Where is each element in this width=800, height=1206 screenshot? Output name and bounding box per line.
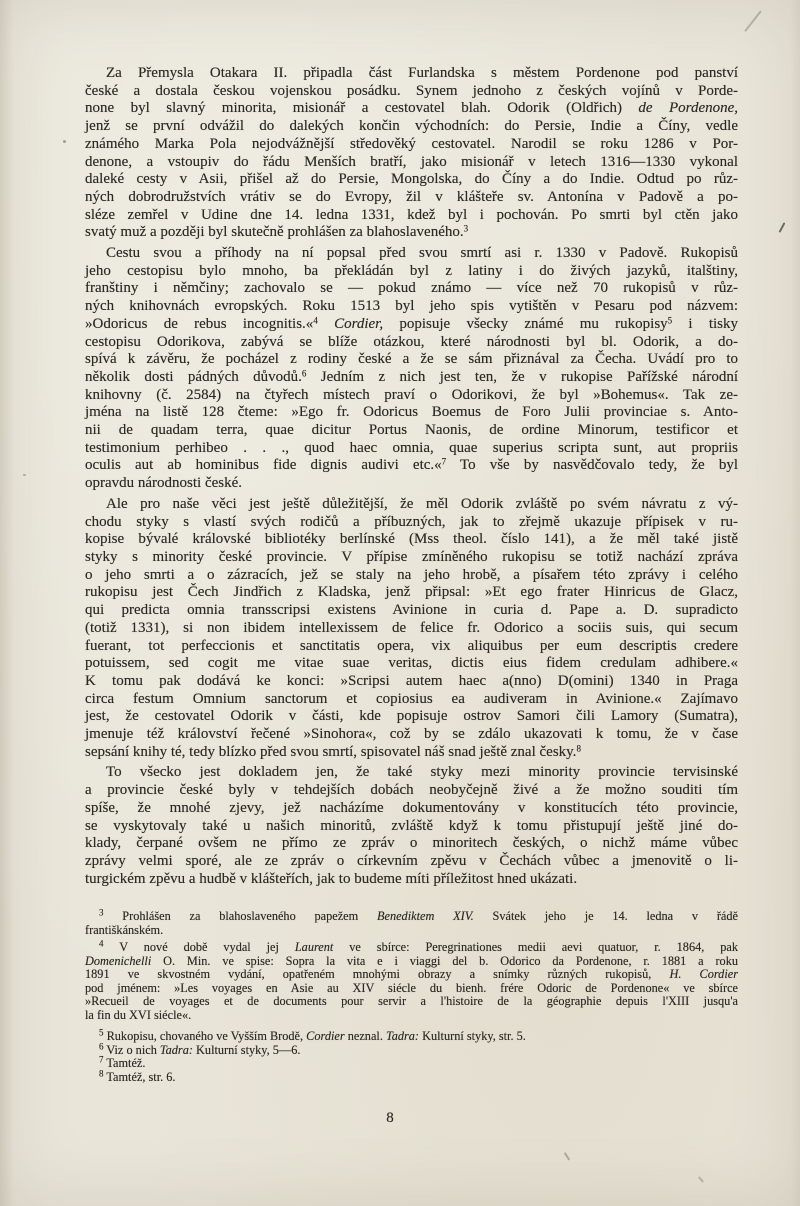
footnote-ref: 5: [99, 1027, 104, 1038]
footnote-8: [85, 1068, 738, 1085]
text-line: [85, 280, 738, 298]
text-run: Ale pro naše věci jest ještě důležitější, že měl Odorik zvláště po svém návratu z vý-: [106, 495, 738, 512]
text-line: [85, 245, 738, 263]
footnote-ref: 8: [576, 743, 581, 754]
footnote-ref: 4: [313, 315, 318, 326]
text-line: [85, 982, 738, 996]
text-run: 1891 ve skvostném vydání, opatřeném mnohými obrazy a snímky různých rukopisů,: [85, 967, 670, 981]
italic-run: Tadra:: [385, 1029, 420, 1043]
paragraph-2: [85, 245, 738, 493]
text-run: Za Přemysla Otakara II. připadla část Furlandska s městem Pordenone pod panství: [106, 65, 738, 81]
text-run: cestopisu Odorikova, zabývá se blíže otázkou, které národnosti byl bl. Odorik, a do-: [85, 333, 738, 350]
text-run: Tamtéž, str. 6.: [103, 1069, 176, 1084]
text-line: [85, 369, 738, 387]
text-run: pod jménem: »Les voyages en Asie au XIV siécle du bienh. frére Odoric de Pordenone« ve sbírce: [85, 980, 738, 995]
scan-artifact: [698, 1176, 704, 1183]
text-run: popisuje všecky známé mu rukopisy: [383, 315, 668, 332]
scan-artifact: [779, 222, 786, 233]
text-line: [85, 83, 738, 101]
footnote-ref: 4: [99, 938, 104, 949]
footnote-5: [85, 1027, 738, 1044]
text-line: [85, 924, 738, 938]
text-run: jmenuje též království řečené »Sinohora«, což by se zdálo ukazovati k tomu, že v čase: [85, 726, 738, 743]
text-line: [85, 207, 738, 225]
text-run: i tisky: [672, 315, 738, 332]
text-run: To všecko jest dokladem jen, že také styky mezi minority provincie tervisinské: [106, 764, 738, 781]
text-run: styky s minority české provincie. V přípise zmíněného rukopisu se totiž nachází zpráva: [85, 548, 738, 565]
text-run: spíše, že mnohé zjevy, jež nacházíme dokumentovány v konstitucích této provincie,: [85, 799, 738, 816]
text-line: [85, 638, 738, 656]
text-line: [85, 387, 738, 405]
scan-artifact: [23, 474, 26, 476]
text-line: [85, 531, 738, 549]
text-line: [85, 726, 738, 744]
scan-artifact: [564, 1152, 570, 1160]
text-run: O. Min. ve spise: Sopra la vita e i viaggi del b. Odorico da Pordenone, r. 1881 a roku: [151, 953, 738, 968]
text-line: [85, 835, 738, 853]
text-line: [85, 457, 738, 475]
italic-run: Domenichelli: [85, 953, 152, 968]
text-line: [85, 440, 738, 458]
text-run: [318, 316, 334, 332]
paragraph-4: [85, 764, 738, 888]
text-run: Tamtéž.: [103, 1056, 146, 1070]
text-run: V nové době vydal jej: [103, 940, 295, 954]
italic-run: Cordier: [306, 1029, 345, 1043]
footnote-6: [85, 1041, 738, 1058]
italic-run: de Pordenone,: [638, 100, 739, 117]
footnote-3: [85, 907, 738, 937]
text-run: klady, čerpané ovšem ne přímo ze zpráv o minoritech českých, o nichž máme vůbec: [85, 835, 738, 852]
text-line: [85, 853, 738, 871]
text-run: knihovny (č. 2584) na čtyřech místech praví o Odorikovi, že byl »Bohemus«. Tak ze-: [85, 386, 738, 403]
text-run: K tomu pak dodává ke konci: »Scripsi autem haec a(nno) D(omini) 1340 in Praga: [85, 672, 738, 689]
text-run: ve sbírce: Peregrinationes medii aevi quatuor, r. 1864, pak: [333, 940, 738, 954]
text-line: [85, 1041, 738, 1058]
text-line: [85, 298, 738, 316]
text-line: [85, 1068, 738, 1085]
scan-artifact: [63, 140, 66, 143]
text-line: [85, 620, 738, 638]
text-run: o jeho smrti a o zázracích, jež se staly na jeho hrobě, a písařem této zprávy i celého: [85, 566, 738, 583]
text-line: [85, 995, 738, 1009]
footnote-7: [85, 1054, 738, 1071]
text-run: rukopisu jest Čech Jindřich z Kladska, jenž připsal: »Et ego frater Hinricus de Glacz,: [85, 584, 738, 601]
text-line: [85, 100, 738, 118]
text-line: [85, 800, 738, 818]
text-run: několik dosti pádných důvodů.: [85, 368, 302, 385]
text-run: Jedním z nich jest ten, že v rukopise Pařížské národní: [306, 368, 739, 385]
text-run: ných dobrodružstvích vrátiv se do Evropy, žil v klášteře sv. Antonína v Padově a po-: [85, 188, 738, 205]
text-line: [85, 351, 738, 369]
text-run: ných knihovnách evropských. Roku 1513 byl jeho spis vytištěn v Pesaru pod názvem:: [85, 298, 738, 315]
text-line: [85, 475, 738, 493]
text-run: české a dostala českou vojenskou posádku. Synem jednoho z českých vojínů v Porde-: [85, 82, 738, 99]
text-run: Rukopisu, chovaného ve Vyšším Brodě,: [103, 1029, 307, 1043]
text-run: a provincie české byly v tehdejších dobách neobyčejně živé a že možno souditi tím: [85, 782, 738, 799]
text-run: »Odoricus de rebus incognitis.«: [85, 315, 314, 332]
footnote-ref: 7: [99, 1054, 104, 1065]
text-line: [85, 1027, 738, 1044]
text-run: fuerant, tot perfeccionis et sanctitatis opera, vix aliquibus per eum descriptis credere: [85, 637, 738, 654]
text-run: qui predicta omnia transscripsi existens Avinione in curia d. Pape a. D. supradicto: [85, 602, 738, 619]
text-run: Prohlášen za blahoslaveného papežem: [103, 909, 377, 923]
text-run: Kulturní styky, 5—6.: [192, 1042, 301, 1057]
text-line: [85, 655, 738, 673]
text-line: [85, 136, 738, 154]
text-run: turgickém zpěvu a hudbě v klášteřích, jak to budeme míti příležitost hned ukázati.: [85, 870, 578, 887]
footnote-ref: 7: [441, 456, 447, 467]
text-line: [85, 189, 738, 207]
text-run: circa festum Omnium sanctorum et copiosius ea audiveram in Avinione.« Zajímavo: [85, 690, 738, 707]
text-line: [85, 496, 738, 514]
text-run: (totiž 1331), si non ibidem intellexissem de felice fr. Odorico a sociis suis, qui secum: [85, 619, 738, 636]
text-run: svatý muž a později byl skutečně prohlášen za blahoslaveného.: [85, 224, 464, 241]
paragraph-3: [85, 496, 738, 762]
text-run: opravdu národnosti české.: [85, 475, 243, 492]
paragraph-1: [85, 65, 738, 242]
italic-run: Benediktem XIV.: [376, 909, 474, 923]
text-run: jest, že cestovatel Odorik v části, kde popisuje ostrov Samori čili Lamory (Sumatra),: [85, 708, 738, 725]
text-line: [85, 907, 738, 924]
text-line: [85, 316, 738, 334]
text-run: Cestu svou a příhody na ní popsal před svou smrtí asi r. 1330 v Padově. Rukopisů: [106, 245, 738, 262]
text-run: sepsání knihy té, tedy blízko před svou smrtí, spisovatel náš snad ještě znal česky.: [85, 743, 577, 760]
text-line: [85, 744, 738, 762]
text-run: daleké cesty v Asii, přišel až do Persie, Mongolska, do Číny a do Indie. Odtud po růz-: [85, 171, 738, 188]
text-line: [85, 602, 738, 620]
text-run: »Recueil de voyages et de documents pour servir a l'histoire de la géographie depuis l'XIII jusqu'a: [85, 994, 738, 1008]
text-run: Kulturní styky, str. 5.: [419, 1029, 526, 1043]
text-run: františkánském.: [85, 922, 164, 937]
text-run: Viz o nich: [103, 1042, 160, 1057]
footnote-ref: 3: [463, 223, 469, 234]
text-run: Svátek jeho je 14. ledna v řádě: [473, 909, 738, 923]
text-line: [85, 871, 738, 889]
text-run: testimonium perhibeo . . ., quod haec omnia, quae superius scripta sunt, aut propriis: [85, 439, 738, 456]
text-line: [85, 263, 738, 281]
text-line: [85, 691, 738, 709]
text-line: [85, 422, 738, 440]
text-run: franštiny i němčiny; zachovalo se — pokud známo — více než 70 rukopisů v růz-: [85, 280, 738, 297]
text-line: [85, 584, 738, 602]
text-run: známého Marka Pola nejodvážnější středověký cestovatel. Narodil se roku 1286 v Por-: [85, 135, 738, 152]
text-line: [85, 955, 738, 969]
text-line: [85, 673, 738, 691]
text-line: [85, 118, 738, 136]
text-run: la fin du XVI siécle«.: [85, 1007, 192, 1022]
text-line: [85, 65, 738, 83]
text-line: [85, 1009, 738, 1023]
footnote-ref: 6: [301, 368, 307, 379]
text-run: spívá k závěru, že pocházel z rodiny české a že se sám přiznával za Čecha. Uvádí pro to: [85, 351, 738, 368]
footnotes-section: [85, 907, 738, 1084]
text-line: [85, 782, 738, 800]
text-run: neznal.: [344, 1029, 386, 1043]
text-line: [85, 154, 738, 172]
text-run: none byl slavný minorita, misionář a cestovatel blah. Odorik (Oldřich): [85, 100, 639, 117]
text-run: sléze zemřel v Udine dne 14. ledna 1331, kdež byl i pochován. Po smrti byl ctěn jako: [85, 206, 738, 223]
italic-run: Laurent: [294, 940, 334, 954]
page-number: 8: [386, 1110, 394, 1126]
text-run: denone, a vstoupiv do řádu Menších bratří, jako misionář v letech 1316—1330 vykonal: [85, 153, 738, 170]
text-line: [85, 171, 738, 189]
text-line: [85, 514, 738, 532]
text-run: jenž se první odvážil do dalekých končin východních: do Persie, Indie a Číny, vedle: [85, 118, 738, 135]
italic-run: H. Cordier: [669, 967, 738, 981]
footnote-ref: 6: [99, 1041, 104, 1051]
text-line: [85, 708, 738, 726]
text-run: potuissem, sed cogit me vitae suae veritas, dictis eius fidem credulam adhibere.«: [85, 655, 738, 672]
text-run: se vyskytovaly také u našich minoritů, zvláště když k tomu přistupují ještě jiné do-: [85, 817, 738, 834]
scan-artifact: [744, 10, 761, 31]
footnote-ref: 3: [99, 907, 104, 918]
text-run: jeho cestopisu bylo mnoho, ba překládán byl z latiny i do živých jazyků, italštiny,: [85, 262, 738, 279]
text-run: nii de quadam terra, quae dicitur Portus Naonis, de ordine Minorum, testificor et: [85, 422, 738, 439]
text-line: [85, 938, 738, 955]
footnote-ref: 8: [99, 1068, 104, 1078]
text-line: [85, 567, 738, 585]
text-line: [85, 818, 738, 836]
text-line: [85, 764, 738, 782]
text-line: [85, 404, 738, 422]
footnote-ref: 5: [667, 315, 673, 326]
text-line: [85, 334, 738, 352]
text-line: [85, 224, 738, 242]
body-text: [85, 65, 738, 888]
text-line: [85, 1054, 738, 1071]
italic-run: Tadra:: [159, 1042, 193, 1057]
text-run: To vše by nasvědčovalo tedy, že byl: [446, 457, 738, 474]
text-run: zprávy velmi sporé, ale ze zpráv o církevním zpěvu v Čechách vůbec a jmenovitě o li-: [85, 852, 738, 869]
text-run: oculis aut ab hominibus fide dignis audivi etc.«: [85, 457, 442, 474]
text-line: [85, 968, 738, 982]
text-run: jména na listě 128 čteme: »Ego fr. Odoricus Boemus de Foro Julii provinciae s. Anto-: [85, 404, 738, 421]
text-run: kopise bývalé královské bibliotéky berlínské (Mss theol. číslo 141), a že měl také jistě: [85, 531, 738, 548]
text-run: chodu styky s vlastí svých rodičů a příbuzných, jak to zřejmě ukazuje přípisek v ru-: [85, 513, 738, 530]
text-line: [85, 549, 738, 567]
italic-run: Cordier,: [334, 315, 384, 332]
footnote-4: [85, 938, 738, 1022]
